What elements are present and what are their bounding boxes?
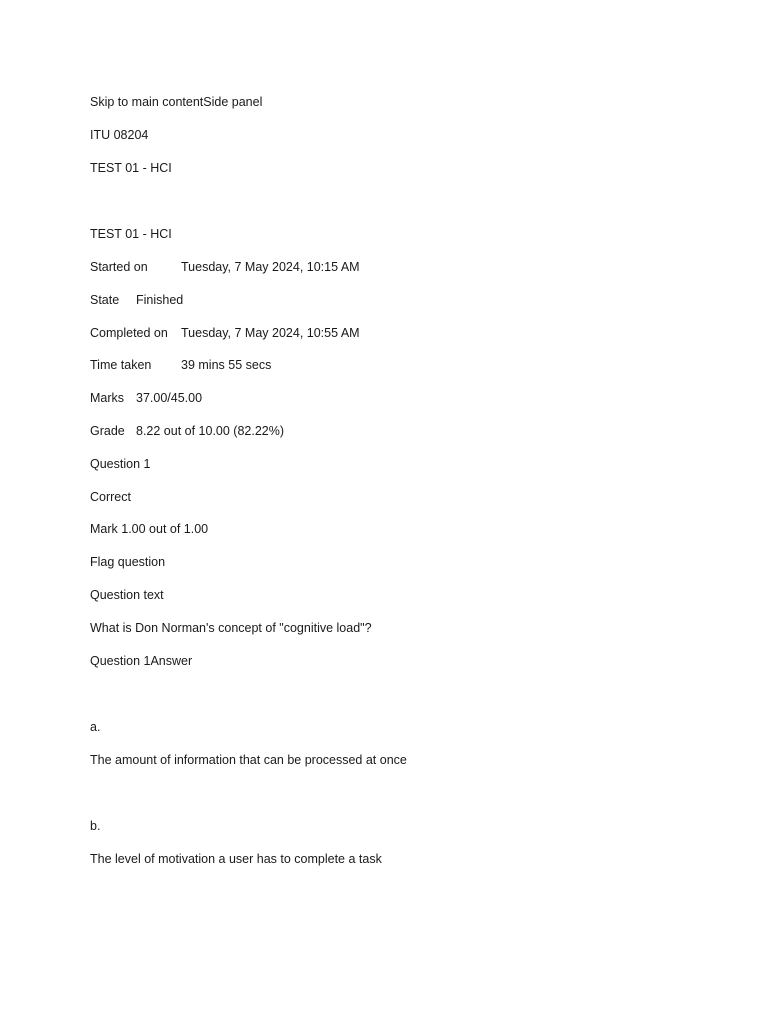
option-b-text[interactable]: The level of motivation a user has to complete a task bbox=[90, 852, 382, 866]
time-taken-row bbox=[90, 357, 271, 373]
course-code[interactable]: ITU 08204 bbox=[90, 128, 149, 142]
completed-on-value: Tuesday, 7 May 2024, 10:55 AM bbox=[181, 326, 360, 340]
breadcrumb-course[interactable] bbox=[90, 127, 148, 143]
option-a-text[interactable]: The amount of information that can be processed at once bbox=[90, 753, 407, 767]
started-on-row bbox=[90, 259, 360, 275]
quiz-breadcrumb[interactable]: TEST 01 - HCI bbox=[90, 161, 172, 175]
time-taken-label: Time taken bbox=[90, 358, 152, 372]
started-on-label: Started on bbox=[90, 260, 148, 274]
completed-on-label: Completed on bbox=[90, 326, 168, 340]
grade-value: 8.22 out of 10.00 (82.22%) bbox=[136, 424, 285, 438]
started-on-value: Tuesday, 7 May 2024, 10:15 AM bbox=[181, 260, 360, 274]
question-text-heading: Question text bbox=[90, 588, 164, 602]
question-text: What is Don Norman's concept of "cognitive load"? bbox=[90, 621, 372, 635]
state-row bbox=[90, 292, 183, 308]
page-title: TEST 01 - HCI bbox=[90, 227, 172, 241]
question-status: Correct bbox=[90, 490, 131, 504]
side-panel-button[interactable]: Side panel bbox=[203, 95, 263, 109]
marks-row bbox=[90, 390, 202, 406]
time-taken-value: 39 mins 55 secs bbox=[181, 358, 272, 372]
option-a-letter[interactable]: a. bbox=[90, 720, 101, 734]
question-mark: Mark 1.00 out of 1.00 bbox=[90, 522, 209, 536]
breadcrumb-quiz[interactable] bbox=[90, 160, 172, 176]
marks-value: 37.00/45.00 bbox=[136, 391, 203, 405]
state-label: State bbox=[90, 293, 120, 307]
skip-to-main-content-link[interactable]: Skip to main content bbox=[90, 95, 204, 109]
grade-label: Grade bbox=[90, 424, 125, 438]
answer-heading: Question 1Answer bbox=[90, 654, 193, 668]
top-nav bbox=[90, 94, 262, 110]
completed-on-row bbox=[90, 325, 360, 341]
grade-row bbox=[90, 423, 284, 439]
question-number: Question 1 bbox=[90, 457, 151, 471]
option-b-letter[interactable]: b. bbox=[90, 819, 101, 833]
marks-label: Marks bbox=[90, 391, 125, 405]
state-value: Finished bbox=[136, 293, 184, 307]
flag-question-button[interactable]: Flag question bbox=[90, 555, 166, 569]
